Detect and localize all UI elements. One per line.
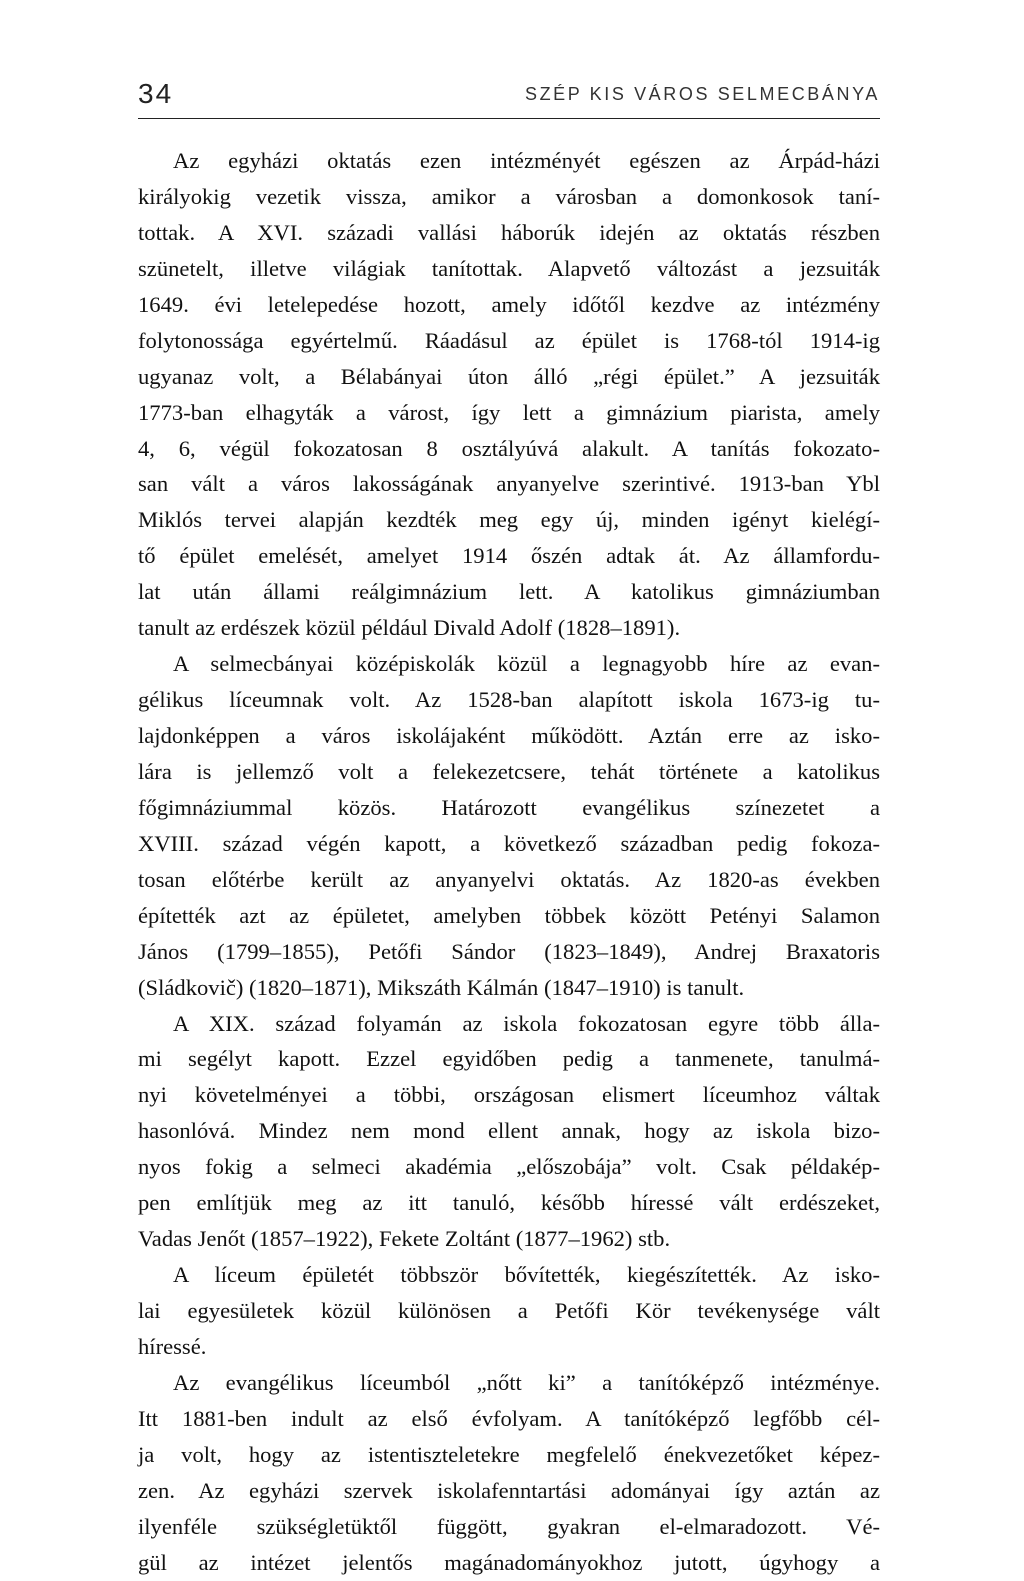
text-line: mi segélyt kapott. Ezzel egyidőben pedig a tanmenete, tanulmá- [138, 1046, 880, 1072]
text-line: tő épület emelését, amelyet 1914 őszén adtak át. Az államfordu- [138, 543, 880, 569]
text-line: ilyenféle szükségletüktől függött, gyakran el-elmaradozott. Vé- [138, 1513, 880, 1539]
text-line: lat után állami reálgimnázium lett. A katolikus gimnáziumban [138, 579, 880, 605]
text-line: tanult az erdészek közül például Divald Adolf (1828–1891). [138, 615, 681, 641]
text-line: János (1799–1855), Petőfi Sándor (1823–1849), Andrej Braxatoris [138, 938, 880, 964]
paragraph [138, 1006, 880, 1258]
paragraph [138, 646, 880, 1005]
text-line: san vált a város lakosságának anyanyelve szerintivé. 1913-ban Ybl [138, 471, 880, 497]
text-line: szünetelt, illetve világiak tanítottak. Alapvető változást a jezsuiták [138, 255, 880, 281]
text-line: ugyanaz volt, a Bélabányai úton álló „régi épület.” A jezsuiták [138, 363, 880, 389]
text-line: 4, 6, végül fokozatosan 8 osztályúvá alakult. A tanítás fokozato- [138, 435, 880, 461]
text-line: A líceum épületét többször bővítették, kiegészítették. Az isko- [173, 1262, 880, 1288]
paragraph [138, 1257, 880, 1365]
paragraph [138, 1365, 880, 1581]
text-line: királyokig vezetik vissza, amikor a városban a domonkosok taní- [138, 183, 880, 209]
text-line: híressé. [138, 1333, 207, 1359]
text-line: építették azt az épületet, amelyben többek között Petényi Salamon [138, 902, 880, 928]
text-line: XVIII. század végén kapott, a következő században pedig fokoza- [138, 830, 880, 856]
text-line: Az evangélikus líceumból „nőtt ki” a tanítóképző intézménye. [173, 1369, 880, 1395]
text-line: gélikus líceumnak volt. Az 1528-ban alapított iskola 1673-ig tu- [138, 687, 880, 713]
text-line: zen. Az egyházi szervek iskolafenntartási adományai így aztán az [138, 1477, 880, 1503]
page-number: 34 [138, 78, 174, 109]
text-line: főgimnáziummal közös. Határozott evangélikus színezetet a [138, 794, 880, 820]
text-line: ja volt, hogy az istentiszteletekre megfelelő énekvezetőket képez- [138, 1441, 880, 1467]
text-line: A selmecbányai középiskolák közül a legnagyobb híre az evan- [173, 651, 880, 677]
text-line: pen említjük meg az itt tanuló, később híressé vált erdészeket, [138, 1190, 880, 1216]
text-line: hasonlóvá. Mindez nem mond ellent annak, hogy az iskola bizo- [138, 1118, 880, 1144]
text-line: tottak. A XVI. századi vallási háborúk idején az oktatás részben [138, 219, 880, 245]
text-line: lajdonképpen a város iskolájaként működött. Aztán erre az isko- [138, 723, 880, 748]
text-line: folytonossága egyértelmű. Ráadásul az épület is 1768-tól 1914-ig [138, 327, 880, 353]
text-line: 1773-ban elhagyták a várost, így lett a gimnázium piarista, amely [138, 399, 880, 425]
text-line: nyi követelményei a többi, országosan elismert líceumhoz váltak [138, 1082, 880, 1108]
body-text [138, 143, 880, 1581]
text-line: nyos fokig a selmeci akadémia „előszobája” volt. Csak példakép- [138, 1154, 880, 1180]
text-line: 1649. évi letelepedése hozott, amely időtől kezdve az intézmény [138, 291, 880, 317]
text-line: Az egyházi oktatás ezen intézményét egészen az Árpád-házi [173, 148, 880, 173]
text-line: Itt 1881-ben indult az első évfolyam. A tanítóképző legfőbb cél- [138, 1405, 880, 1431]
text-line: A XIX. század folyamán az iskola fokozatosan egyre több álla- [173, 1010, 880, 1036]
text-line: lára is jellemző volt a felekezetcsere, tehát története a katolikus [138, 758, 880, 784]
text-line: (Sládkovič) (1820–1871), Mikszáth Kálmán (1847–1910) is tanult. [138, 974, 745, 1000]
text-line: Vadas Jenőt (1857–1922), Fekete Zoltánt (1877–1962) stb. [138, 1226, 671, 1252]
text-line: tosan előtérbe került az anyanyelvi oktatás. Az 1820-as években [138, 866, 880, 892]
page-header [138, 78, 880, 119]
text-line: gül az intézet jelentős magánadományokhoz jutott, úgyhogy a [138, 1549, 880, 1575]
running-title: SZÉP KIS VÁROS SELMECBÁNYA [524, 84, 880, 104]
text-line: Miklós tervei alapján kezdték meg egy új, minden igényt kielégí- [138, 507, 880, 533]
paragraph [138, 143, 880, 646]
text-line: lai egyesületek közül különösen a Petőfi Kör tevékenysége vált [138, 1298, 880, 1323]
